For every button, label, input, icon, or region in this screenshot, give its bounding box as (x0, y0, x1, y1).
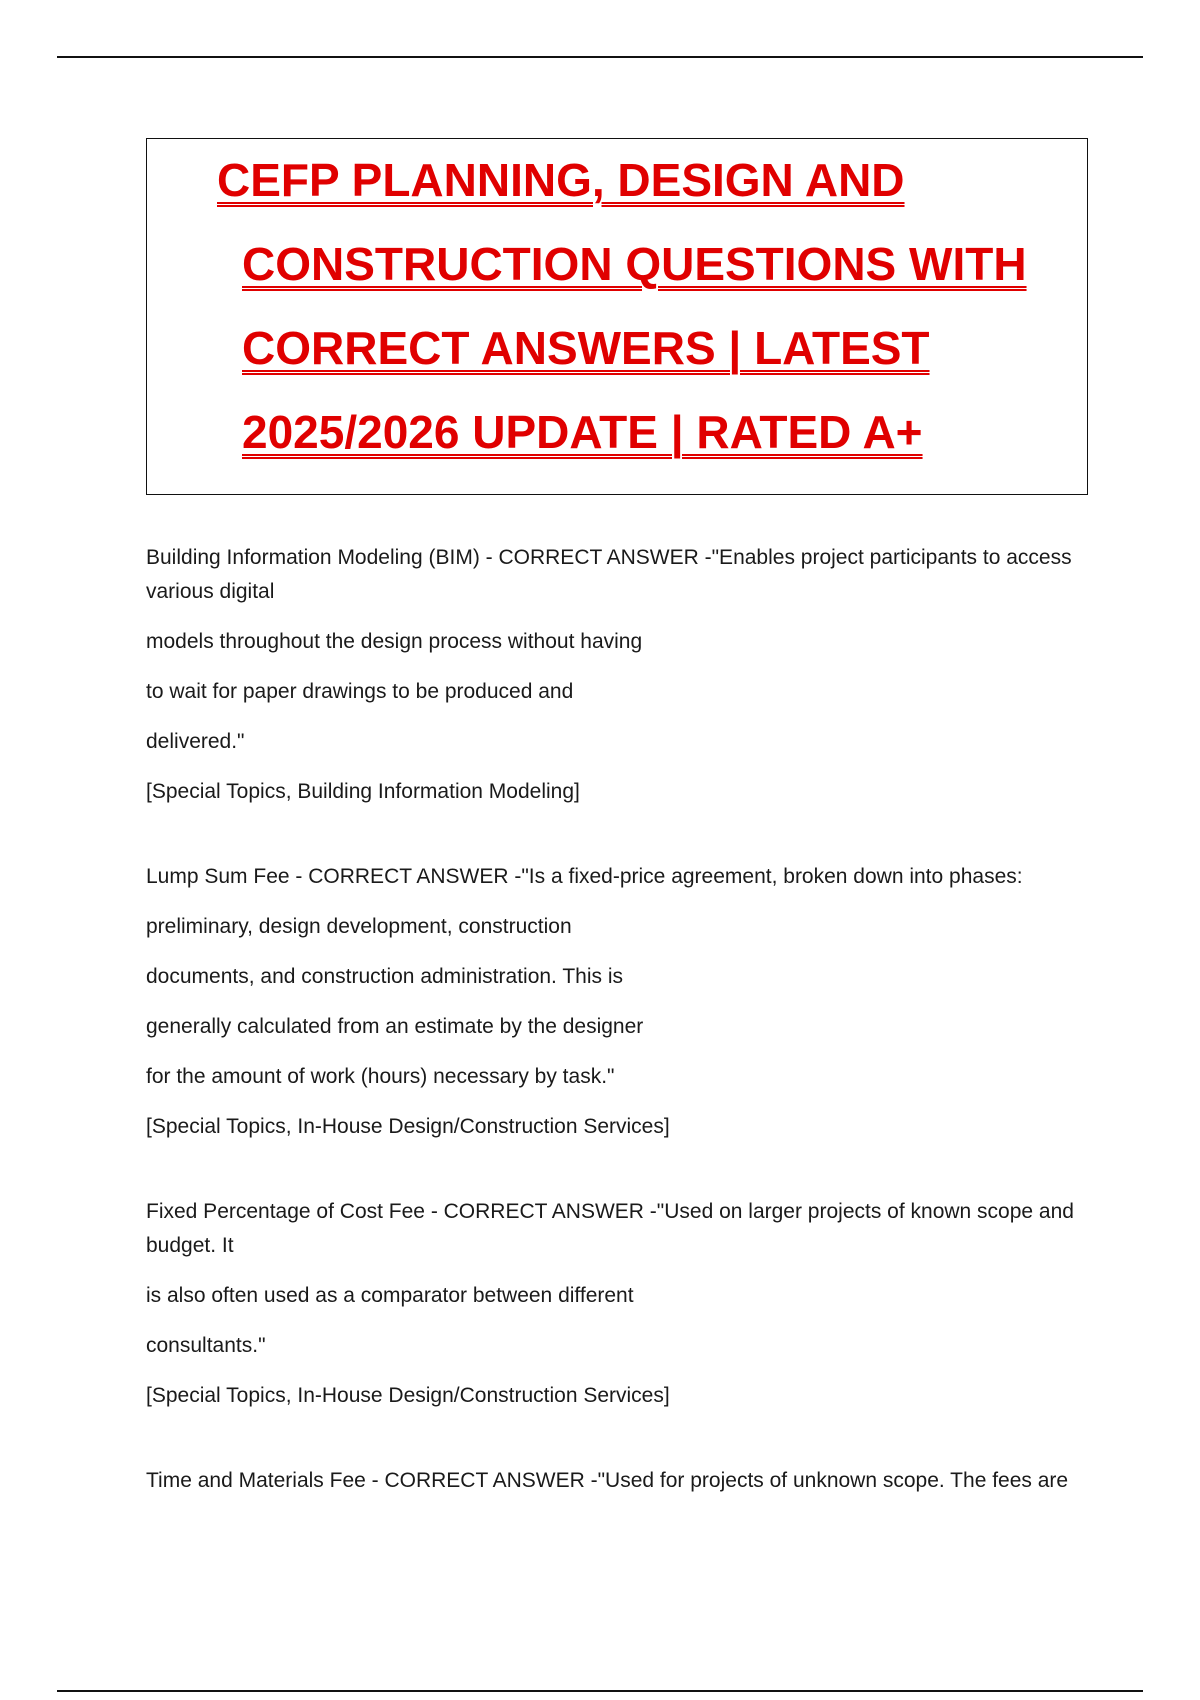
document-body (146, 541, 1086, 1514)
qa-text-line: Fixed Percentage of Cost Fee - CORRECT ANSWER -"Used on larger projects of known scope and budget. It (146, 1200, 1074, 1257)
qa-text-line: Building Information Modeling (BIM) - CORRECT ANSWER -"Enables project participants to access various digital (146, 546, 1072, 603)
top-rule (57, 56, 1143, 58)
qa-text-line: to wait for paper drawings to be produced and (146, 680, 574, 703)
qa-text-line: delivered." (146, 730, 245, 753)
qa-text-line: consultants." (146, 1334, 266, 1357)
qa-text-line: for the amount of work (hours) necessary by task." (146, 1065, 615, 1088)
qa-text-line: models throughout the design process without having (146, 630, 643, 653)
qa-text-line: documents, and construction administration. This is (146, 965, 624, 988)
title-box (146, 138, 1088, 495)
title-line-4: 2025/2026 UPDATE | RATED A+ (242, 406, 923, 458)
title-line-1: CEFP PLANNING, DESIGN AND (217, 154, 905, 206)
qa-text-line: generally calculated from an estimate by the designer (146, 1015, 644, 1038)
qa-text-line: Lump Sum Fee - CORRECT ANSWER -"Is a fixed-price agreement, broken down into phases: (146, 865, 1023, 888)
qa-text-line: preliminary, design development, construction (146, 915, 572, 938)
qa-item-lump-sum-fee (146, 860, 1086, 1144)
qa-item-bim (146, 541, 1086, 809)
title-line-3: CORRECT ANSWERS | LATEST (242, 322, 930, 374)
qa-topic-tag: [Special Topics, Building Information Modeling] (146, 780, 580, 803)
title-line-2: CONSTRUCTION QUESTIONS WITH (242, 238, 1027, 290)
qa-topic-tag: [Special Topics, In-House Design/Construction Services] (146, 1384, 670, 1407)
qa-item-time-materials-fee (146, 1464, 1086, 1498)
qa-text-line: Time and Materials Fee - CORRECT ANSWER -"Used for projects of unknown scope. The fees are (146, 1469, 1069, 1492)
qa-text-line: is also often used as a comparator between different (146, 1284, 634, 1307)
qa-topic-tag: [Special Topics, In-House Design/Construction Services] (146, 1115, 670, 1138)
qa-item-fixed-percentage-fee (146, 1195, 1086, 1413)
bottom-rule (57, 1690, 1143, 1692)
